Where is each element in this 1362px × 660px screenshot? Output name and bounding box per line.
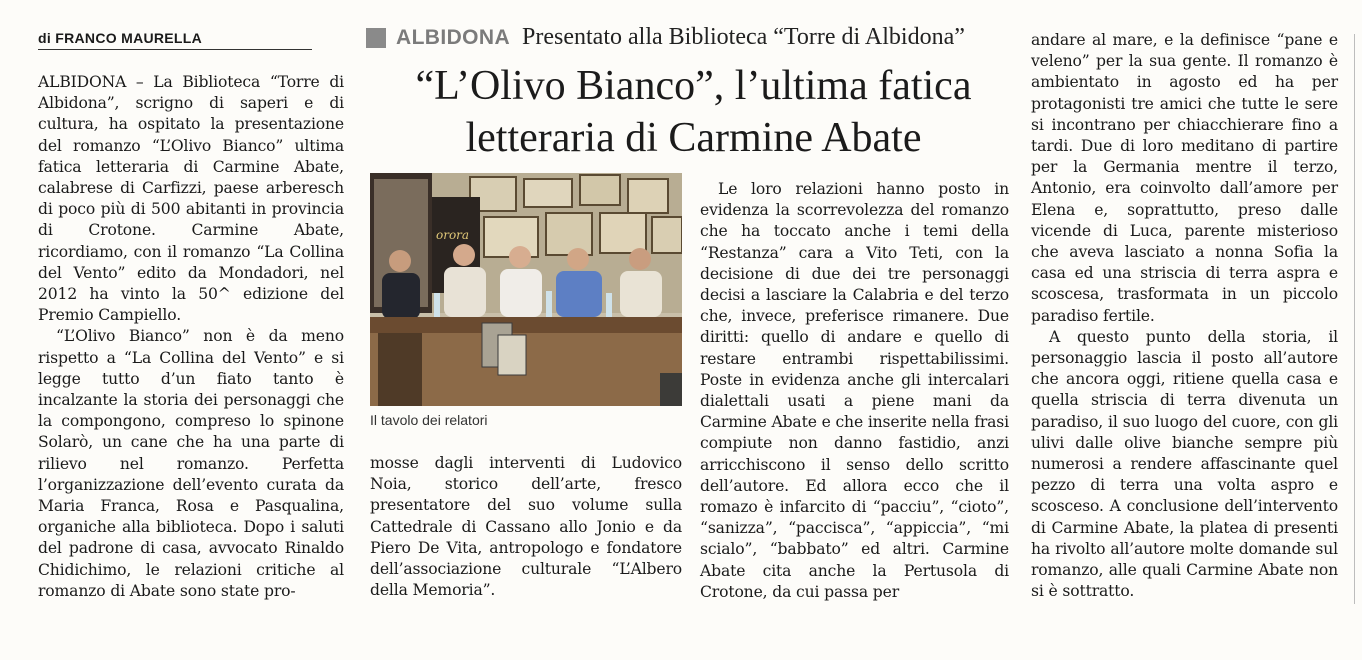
article-column-4 [1031,30,1338,602]
kicker [366,24,965,51]
photo-illustration [370,173,682,406]
headline-line-2: letteraria di Carmine Abate [465,115,922,161]
kicker-subtitle: Presentato alla Biblioteca “Torre di Albidona” [522,24,965,50]
article-column-2 [370,453,682,601]
paragraph: “L’Olivo Bianco” non è da meno rispetto a “La Collina del Vento” e si legge tutto d’un fiato tanto è incalzante la storia dei personaggi che la compongono, compreso lo spinone Solarò, un cane che ha una parte di rilievo nel romanzo. Perfetta l’organizzazione dell’evento curata da Maria Franca, Rosa e Pasqualina, organiche alla biblioteca. Dopo i saluti del padrone di casa, avvocato Rinaldo Chidichimo, le relazioni critiche al romanzo di Abate sono state pro- [38,327,344,600]
photo-speakers-table [370,173,682,406]
banner-text: orora [436,228,470,242]
kicker-place: ALBIDONA [396,25,511,49]
paragraph: mosse dagli interventi di Ludovico Noia, storico dell’arte, fresco presentatore del suo volume sulla Cattedrale di Cassano allo Jonio e da Piero De Vita, antropologo e fondatore dell’associazione culturale “L’Albero della Memoria”. [370,454,682,600]
paragraph: A questo punto della storia, il personaggio lascia il posto all’autore che ancora oggi, ritiene quella casa e quella striscia di terra divenuta un paradiso, il suo luogo del cuore, con gli ulivi dalle olive bianche sempre più numerosi a rendere affascinante quel pezzo di terra una volta aspro e scosceso. A conclusione dell’intervento di Carmine Abate, la platea di presenti ha rivolto all’autore molte domande sul romanzo, alle quali Carmine Abate non si è sottratto. [1031,327,1338,601]
headline [366,60,1021,164]
article-column-1 [38,72,344,602]
byline: di FRANCO MAURELLA [38,30,312,50]
article-column-3 [700,179,1009,603]
paragraph: Le loro relazioni hanno posto in evidenza la scorrevolezza del romanzo che ha toccato anche i temi della “Restanza” cara a Vito Teti, con la decisione di due dei tre personaggi decisi a lasciare la Calabria e del terzo che, invece, preferisce rimanere. Due diritti: quello di andare e quello di restare entrambi rispettabilissimi. Poste in evidenza anche gli intercalari dialettali usati a piene mani da Carmine Abate e che inserite nella frasi compiute non danno fastidio, anzi arricchiscono il senso dello scritto dell’autore. Ed allora ecco che il romazo è infarcito di “pacciu”, “cioto”, “sanizza”, “paccisca”, “appiccia”, “mi scialo”, “babbato” ed altri. Carmine Abate cita anche la Pertusola di Crotone, da cui passa per [700,180,1009,601]
paragraph: andare al mare, e la definisce “pane e veleno” per la sua gente. Il romanzo è ambientato in agosto ed ha per protagonisti tre amici che tutte le sere si incontrano per chiacchierare fino a tardi. Due di loro meditano di partire per la Germania mentre il terzo, Antonio, era coinvolto dall’amore per Elena e, soprattutto, preso dalle vicende di Luca, parente misterioso che aveva lasciato a nonna Sofia la casa ed una striscia di terra aspra e scoscesa, trasformata in un piccolo paradiso fertile. [1031,31,1338,325]
paragraph: ALBIDONA – La Biblioteca “Torre di Albidona”, scrigno di saperi e di cultura, ha ospitato la presentazione del romanzo “L’Olivo Bianco” ultima fatica letteraria di Carmine Abate, calabrese di Carfizzi, paese arberesch di poco più di 500 abitanti in provincia di Crotone. Carmine Abate, ricordiamo, con il romanzo “La Collina del Vento” edito da Mondadori, nel 2012 ha vinto la 50^ edizione del Premio Campiello. [38,73,344,325]
headline-line-1: “L’Olivo Bianco”, l’ultima fatica [415,63,972,109]
kicker-square-icon [366,28,386,48]
photo-caption: Il tavolo dei relatori [370,412,488,428]
page-edge-rule [1354,34,1355,604]
